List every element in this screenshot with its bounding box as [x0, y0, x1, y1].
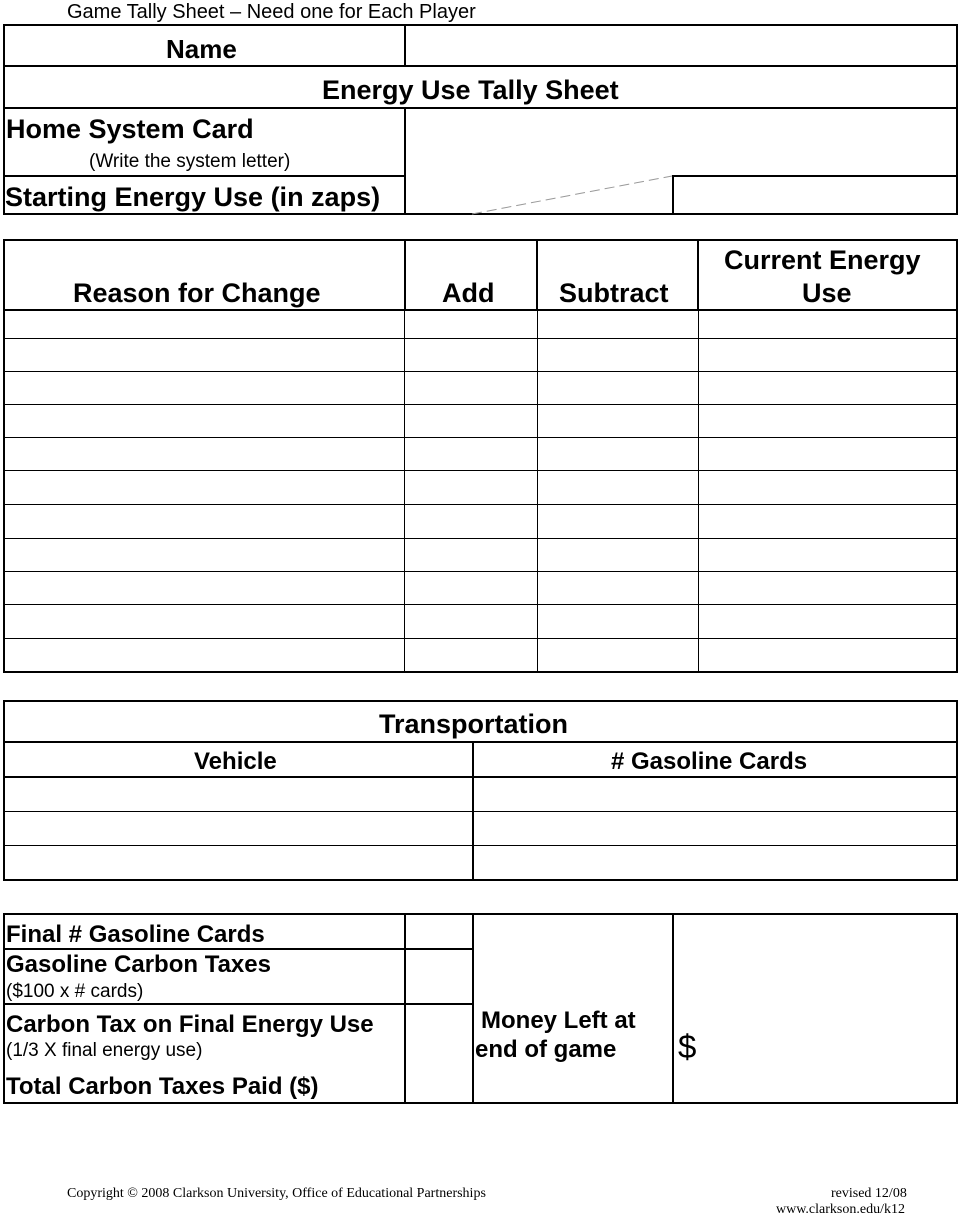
final-gasoline-label: Final # Gasoline Cards	[6, 921, 265, 948]
page-header: Game Tally Sheet – Need one for Each Player	[67, 1, 476, 23]
transportation-table-body[interactable]	[5, 778, 956, 879]
footer-revised: revised 12/08	[831, 1186, 907, 1201]
home-system-field[interactable]	[406, 109, 956, 175]
total-taxes-label: Total Carbon Taxes Paid ($)	[6, 1073, 319, 1100]
gasoline-taxes-label: Gasoline Carbon Taxes	[6, 951, 271, 978]
name-field[interactable]	[406, 26, 956, 65]
name-label: Name	[166, 34, 237, 64]
final-gasoline-field[interactable]	[406, 915, 472, 948]
energy-tax-label: Carbon Tax on Final Energy Use	[6, 1011, 374, 1038]
change-table-body[interactable]	[5, 311, 956, 671]
add-header: Add	[442, 278, 495, 308]
energy-tax-hint: (1/3 X final energy use)	[6, 1040, 203, 1061]
money-left-label-line2: end of game	[475, 1036, 617, 1063]
current-energy-header-use: Use	[802, 278, 852, 308]
current-energy-header: Current Energy	[724, 245, 921, 275]
subtract-header: Subtract	[559, 278, 669, 308]
home-system-hint: (Write the system letter)	[89, 151, 291, 172]
starting-energy-label: Starting Energy Use (in zaps)	[5, 182, 381, 212]
gasoline-taxes-hint: ($100 x # cards)	[6, 981, 144, 1002]
money-left-field[interactable]	[674, 915, 956, 1102]
transportation-title: Transportation	[379, 709, 569, 739]
starting-energy-field[interactable]	[674, 177, 956, 213]
dollar-sign: $	[678, 1028, 697, 1065]
gasoline-taxes-field[interactable]	[406, 950, 472, 1003]
energy-tax-field[interactable]	[406, 1005, 472, 1102]
footer-website: www.clarkson.edu/k12	[776, 1202, 905, 1217]
gasoline-cards-header: # Gasoline Cards	[611, 748, 808, 775]
dashed-diagonal-line	[470, 172, 675, 218]
sheet-title: Energy Use Tally Sheet	[322, 75, 619, 105]
home-system-label: Home System Card	[6, 114, 254, 144]
money-left-label-line1: Money Left at	[481, 1007, 636, 1034]
footer-copyright: Copyright © 2008 Clarkson University, Office of Educational Partnerships	[67, 1186, 486, 1201]
vehicle-header: Vehicle	[194, 748, 277, 775]
reason-header: Reason for Change	[73, 278, 321, 308]
